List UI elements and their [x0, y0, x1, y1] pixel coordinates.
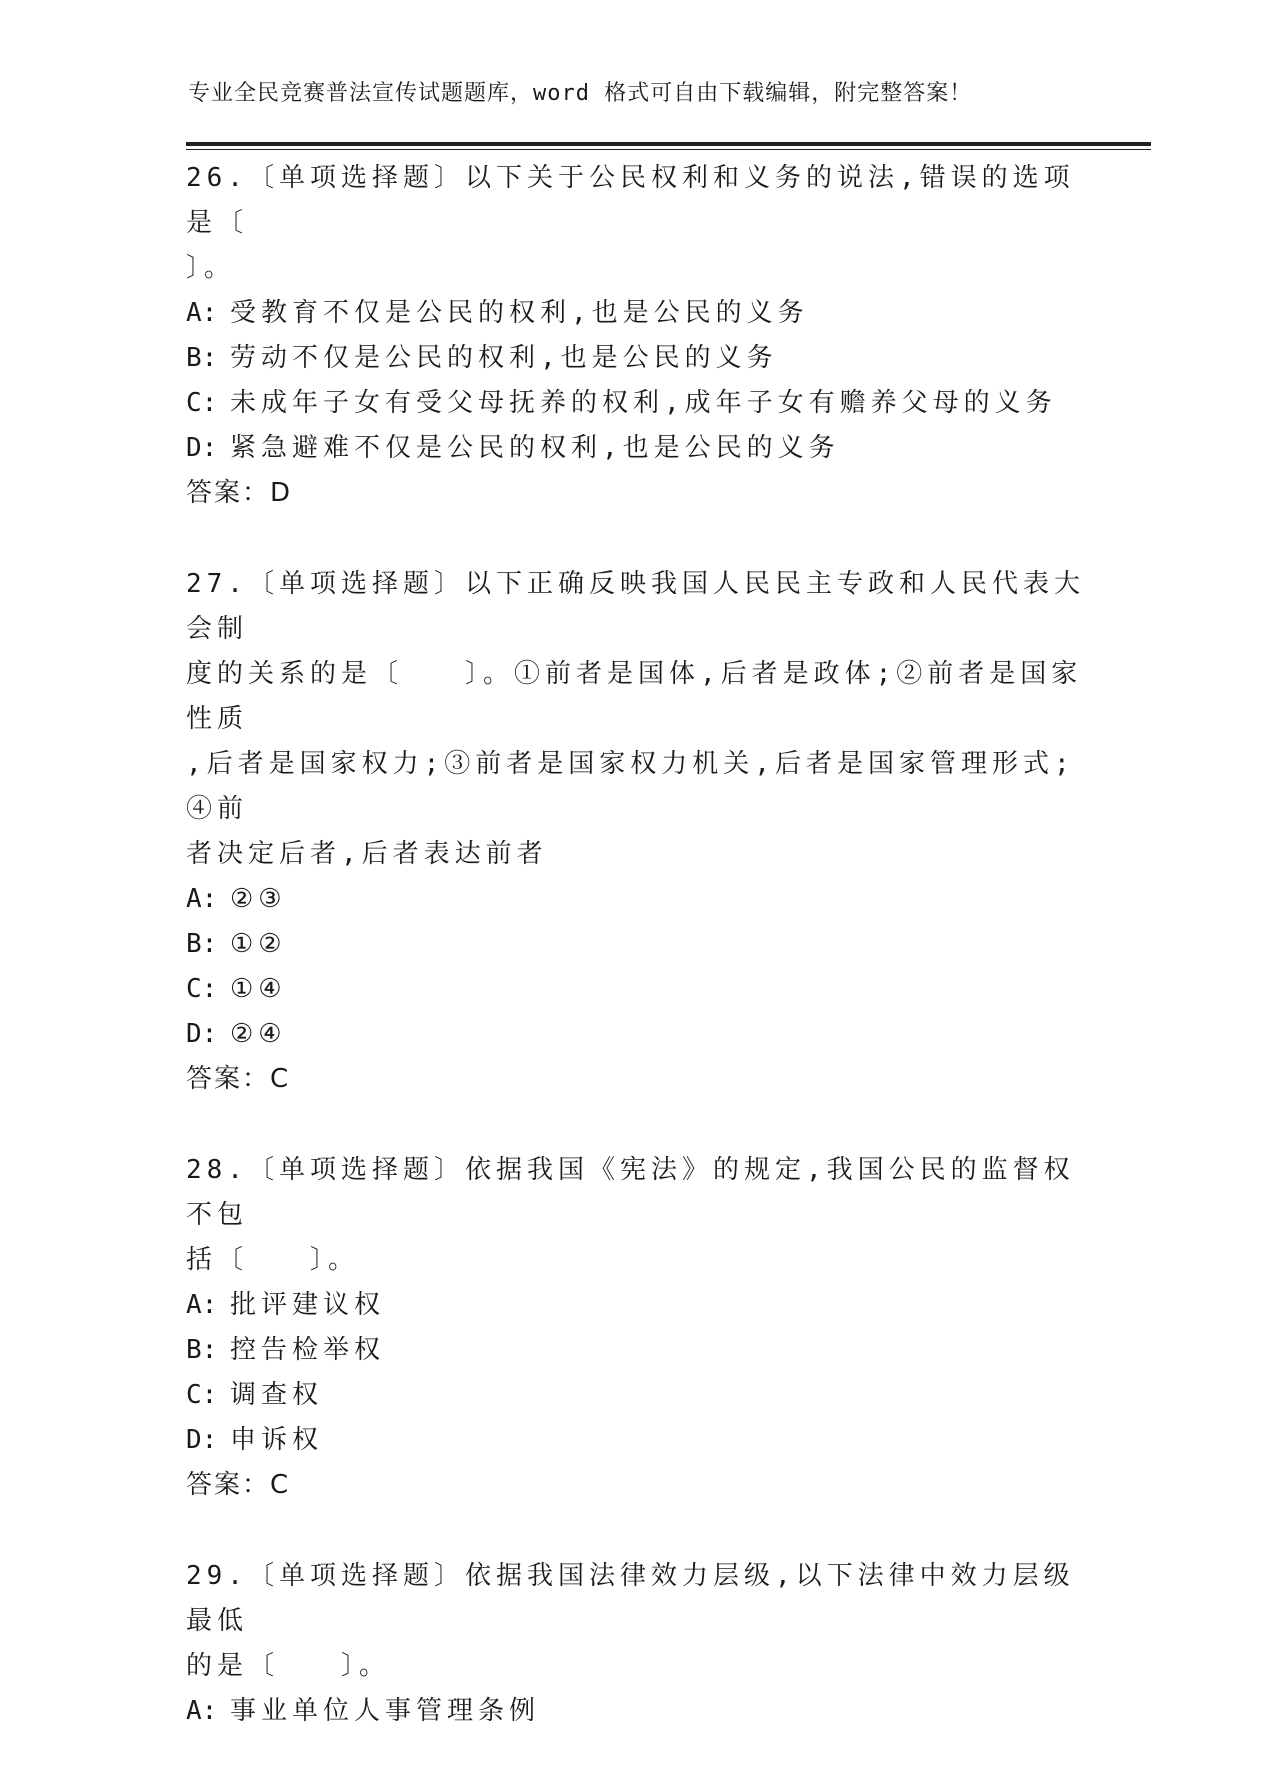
option-text: 劳动不仅是公民的权利,也是公民的义务 [230, 343, 778, 373]
question-stem-line: 26.〔单项选择题〕以下关于公民权利和义务的说法,错误的选项是〔 [186, 163, 1075, 238]
option-a [186, 1689, 1086, 1734]
option-letter: B: [186, 929, 218, 959]
question-stem-line: 括〔 〕。 [186, 1245, 360, 1275]
option-text: 未成年子女有受父母抚养的权利,成年子女有赡养父母的义务 [230, 388, 1057, 418]
option-letter: D: [186, 1425, 218, 1455]
option-letter: C: [186, 1380, 218, 1410]
option-letter: D: [186, 1019, 218, 1049]
option-b [186, 922, 1086, 967]
option-text: ①② [230, 929, 287, 959]
option-letter: B: [186, 1335, 218, 1365]
option-d [186, 1012, 1086, 1057]
question-28 [186, 1148, 1086, 1508]
question-stem-line: ,后者是国家权力;③前者是国家权力机关,后者是国家管理形式;④前 [186, 749, 1075, 824]
option-letter: A: [186, 1696, 218, 1726]
option-letter: A: [186, 1290, 218, 1320]
option-a [186, 1283, 1086, 1328]
question-26 [186, 156, 1086, 516]
option-text: 调查权 [230, 1380, 324, 1410]
question-27 [186, 562, 1086, 1102]
option-c [186, 1373, 1086, 1418]
question-stem-line: 28.〔单项选择题〕依据我国《宪法》的规定,我国公民的监督权不包 [186, 1155, 1075, 1230]
page-header: 专业全民竞赛普法宣传试题题库，word 格式可自由下载编辑，附完整答案！ [188, 81, 973, 106]
option-text: 事业单位人事管理条例 [230, 1696, 541, 1726]
header-rule-thick [186, 142, 1151, 146]
option-text: 批评建议权 [230, 1290, 386, 1320]
option-c [186, 381, 1086, 426]
header-rule-thin [186, 149, 1151, 150]
question-stem-line: 的是〔 〕。 [186, 1651, 391, 1681]
option-text: 紧急避难不仅是公民的权利,也是公民的义务 [230, 433, 840, 463]
option-text: ②③ [230, 884, 287, 914]
option-text: 申诉权 [230, 1425, 324, 1455]
answer-line: 答案：C [186, 1064, 291, 1094]
option-b [186, 1328, 1086, 1373]
question-stem-line: 度的关系的是〔 〕。①前者是国体,后者是政体;②前者是国家性质 [186, 659, 1083, 734]
option-letter: C: [186, 974, 218, 1004]
question-stem-line: 者决定后者,后者表达前者 [186, 839, 548, 869]
option-a [186, 877, 1086, 922]
option-letter: A: [186, 884, 218, 914]
question-stem-line: 29.〔单项选择题〕依据我国法律效力层级,以下法律中效力层级最低 [186, 1561, 1075, 1636]
option-text: 受教育不仅是公民的权利,也是公民的义务 [230, 298, 809, 328]
option-letter: D: [186, 433, 218, 463]
question-stem-line: 27.〔单项选择题〕以下正确反映我国人民民主专政和人民代表大会制 [186, 569, 1085, 644]
option-text: 控告检举权 [230, 1335, 386, 1365]
option-d [186, 426, 1086, 471]
option-c [186, 967, 1086, 1012]
option-letter: B: [186, 343, 218, 373]
question-list [186, 156, 1086, 1780]
option-a [186, 291, 1086, 336]
question-29 [186, 1554, 1086, 1734]
option-d [186, 1418, 1086, 1463]
answer-line: 答案：C [186, 1470, 291, 1500]
option-text: ②④ [230, 1019, 287, 1049]
option-b [186, 336, 1086, 381]
question-stem-line: 〕。 [186, 253, 236, 283]
option-letter: A: [186, 298, 218, 328]
answer-line: 答案：D [186, 478, 293, 508]
option-text: ①④ [230, 974, 287, 1004]
option-letter: C: [186, 388, 218, 418]
